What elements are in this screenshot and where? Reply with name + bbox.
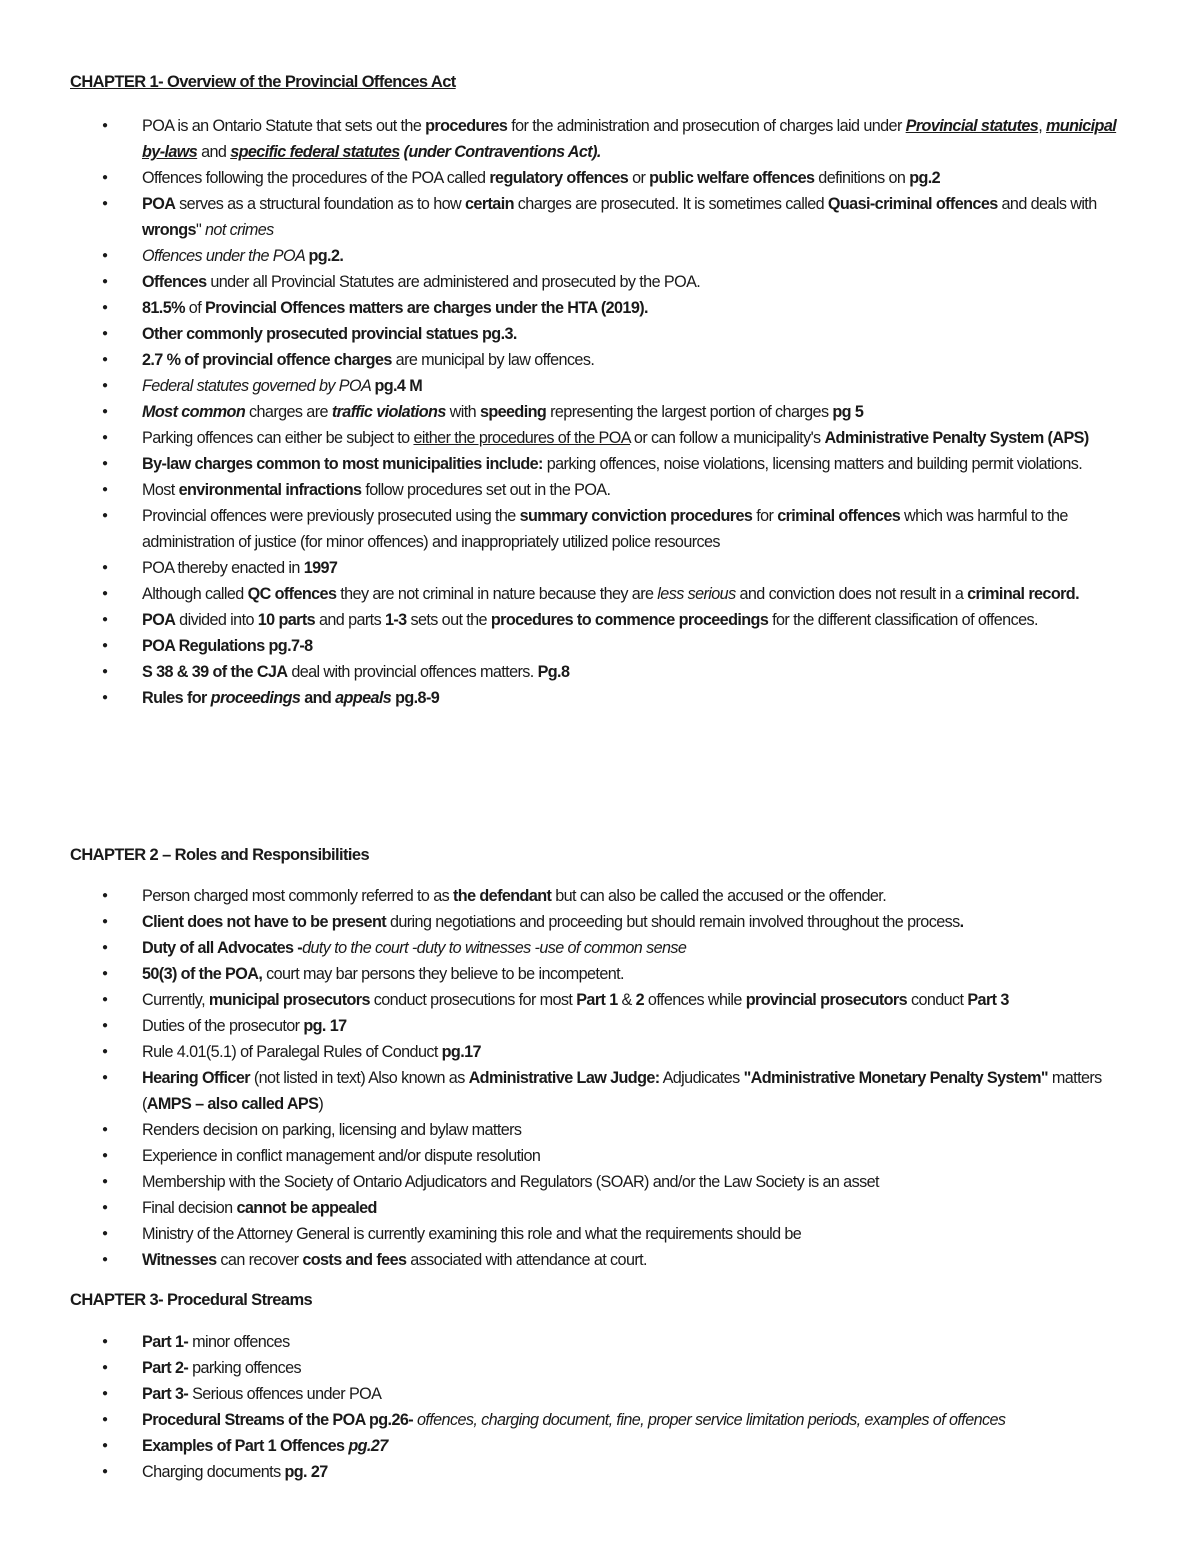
text-run: municipal by-laws (142, 117, 1117, 161)
text-run: serves as a structural foundation as to how (175, 195, 466, 213)
text-run: either the procedures of the POA (413, 429, 631, 447)
list-item (0, 1433, 1132, 1459)
list-item (0, 1117, 1132, 1143)
list-item (0, 399, 1132, 425)
text-run: (not listed in text) Also known as (249, 1069, 469, 1087)
text-run: costs and fees (302, 1251, 407, 1269)
text-run: POA (142, 195, 176, 213)
list-item (0, 987, 1132, 1013)
text-run: Most (142, 481, 179, 499)
text-run: pg 5 (832, 403, 864, 421)
text-run: the defendant (453, 887, 552, 905)
text-run: Part 1 (576, 991, 618, 1009)
text-run: AMPS – also called APS (146, 1095, 319, 1113)
chapter-1-list (0, 113, 1132, 711)
text-run: Administrative Penalty System (APS) (824, 429, 1089, 447)
text-run: Hearing Officer (142, 1069, 250, 1087)
text-run: pg. 17 (303, 1017, 347, 1035)
text-run: certain (465, 195, 514, 213)
list-item (0, 321, 1132, 347)
text-run: Duty of all Advocates - (142, 939, 303, 957)
text-run: Provincial statutes (905, 117, 1039, 135)
text-run: offences, charging document, fine, proper service limitation periods, examples of offences (413, 1411, 1006, 1429)
text-run: are municipal by law offences. (391, 351, 595, 369)
text-run: POA thereby enacted in (142, 559, 304, 577)
text-run: 1-3 (384, 611, 407, 629)
text-run: 10 parts (257, 611, 316, 629)
text-run: deal with provincial offences matters. (287, 663, 538, 681)
text-run: pg.2 (909, 169, 941, 187)
text-run: POA is an Ontario Statute that sets out the (142, 117, 426, 135)
text-run: wrongs (142, 221, 196, 239)
text-run: " (195, 221, 206, 239)
list-item (0, 1221, 1132, 1247)
list-item (0, 1381, 1132, 1407)
text-run: minor offences (188, 1333, 290, 1351)
text-run: and parts (315, 611, 385, 629)
text-run: Person charged most commonly referred to as (142, 887, 453, 905)
list-item (0, 1459, 1132, 1485)
text-run: Currently, (142, 991, 209, 1009)
text-run: Quasi-criminal offences (827, 195, 998, 213)
text-run: duty to the court -duty to witnesses -use of common sense (302, 939, 687, 957)
text-run: Federal statutes governed by POA (142, 377, 375, 395)
text-run: Offences under the POA (142, 247, 309, 265)
chapter-3-heading: CHAPTER 3- Procedural Streams (70, 1291, 313, 1309)
text-run: Provincial Offences matters are charges under the HTA (2019). (205, 299, 648, 317)
text-run: & (617, 991, 636, 1009)
list-item (0, 961, 1132, 987)
text-run: for (752, 507, 778, 525)
list-item (0, 347, 1132, 373)
text-run: Ministry of the Attorney General is currently examining this role and what the requirements should be (142, 1225, 802, 1243)
text-run: pg. 27 (284, 1463, 328, 1481)
text-run: Experience in conflict management and/or dispute resolution (142, 1147, 541, 1165)
text-run: not crimes (205, 221, 274, 239)
text-run: with (445, 403, 480, 421)
list-item (0, 1355, 1132, 1381)
text-run: conduct (907, 991, 968, 1009)
text-run: but can also be called the accused or the offender. (551, 887, 887, 905)
list-item (0, 1407, 1132, 1433)
text-run: Parking offences can either be subject to (142, 429, 414, 447)
text-run: 50(3) of the POA, (142, 965, 263, 983)
text-run: Examples of Part 1 Offences (142, 1437, 349, 1455)
text-run: sets out the (406, 611, 491, 629)
text-run: cannot be appealed (236, 1199, 377, 1217)
list-item (0, 295, 1132, 321)
text-run: 1997 (303, 559, 338, 577)
text-run: and (300, 689, 336, 707)
text-run: provincial prosecutors (745, 991, 908, 1009)
list-item (0, 1143, 1132, 1169)
text-run: less serious (657, 585, 736, 603)
list-item (0, 1039, 1132, 1065)
text-run: Other commonly prosecuted provincial statues pg.3. (142, 325, 517, 343)
text-run: parking offences, noise violations, licensing matters and building permit violations. (542, 455, 1083, 473)
text-run: conduct prosecutions for most (369, 991, 577, 1009)
list-item (0, 1065, 1132, 1117)
list-item (0, 503, 1132, 555)
text-run: definitions on (814, 169, 910, 187)
text-run: Witnesses (142, 1251, 217, 1269)
list-item (0, 909, 1132, 935)
list-item (0, 659, 1132, 685)
text-run: appeals (335, 689, 392, 707)
text-run: Part 3- (142, 1385, 189, 1403)
text-run: procedures (425, 117, 508, 135)
text-run: Offences following the procedures of the POA called (142, 169, 490, 187)
text-run: pg.4 M (374, 377, 423, 395)
list-item (0, 555, 1132, 581)
text-run: for the administration and prosecution of charges laid under (507, 117, 906, 135)
text-run: , (1038, 117, 1046, 135)
text-run: POA Regulations pg.7-8 (142, 637, 313, 655)
text-run: . (959, 913, 964, 931)
text-run: Serious offences under POA (188, 1385, 382, 1403)
text-run: pg.17 (441, 1043, 481, 1061)
text-run: Provincial offences were previously prosecuted using the (142, 507, 520, 525)
text-run: Rules for (142, 689, 211, 707)
list-item (0, 935, 1132, 961)
text-run: Pg.8 (537, 663, 570, 681)
text-run: Client does not have to be present (142, 913, 387, 931)
text-run: matters ( (142, 1069, 1102, 1113)
text-run: offences while (644, 991, 746, 1009)
list-item (0, 191, 1132, 243)
text-run: public welfare offences (649, 169, 815, 187)
text-run: Part 2- (142, 1359, 189, 1377)
text-run: which was harmful to the administration of justice (for minor offences) and inappropriately utilized police resources (142, 507, 1068, 551)
text-run: 81.5% (142, 299, 185, 317)
list-item (0, 1195, 1132, 1221)
list-item (0, 269, 1132, 295)
text-run: QC offences (247, 585, 337, 603)
text-run: 2 (635, 991, 645, 1009)
text-run: divided into (175, 611, 258, 629)
text-run: Charging documents (142, 1463, 285, 1481)
text-run: pg.8-9 (391, 689, 440, 707)
text-run: Rule 4.01(5.1) of Paralegal Rules of Conduct (142, 1043, 442, 1061)
text-run: Adjudicates (659, 1069, 744, 1087)
text-run: under all Provincial Statutes are administered and prosecuted by the POA. (206, 273, 701, 291)
chapter-2-heading: CHAPTER 2 – Roles and Responsibilities (70, 846, 370, 864)
text-run: or can follow a municipality's (630, 429, 825, 447)
text-run: follow procedures set out in the POA. (361, 481, 611, 499)
text-run: ) (318, 1095, 324, 1113)
text-run: they are not criminal in nature because they are (336, 585, 658, 603)
text-run: criminal offences (777, 507, 901, 525)
list-item (0, 165, 1132, 191)
list-item (0, 633, 1132, 659)
text-run: and conviction does not result in a (735, 585, 968, 603)
text-run: pg.27 (348, 1437, 388, 1455)
text-run: of (184, 299, 206, 317)
text-run: parking offences (188, 1359, 301, 1377)
text-run: traffic violations (331, 403, 446, 421)
text-run: during negotiations and proceeding but should remain involved throughout the process (386, 913, 960, 931)
text-run: speeding (479, 403, 547, 421)
text-run: representing the largest portion of charges (546, 403, 833, 421)
list-item (0, 685, 1132, 711)
text-run: Final decision (142, 1199, 237, 1217)
list-item (0, 883, 1132, 909)
text-run: criminal record. (967, 585, 1079, 603)
text-run: pg.2. (308, 247, 344, 265)
chapter-3-list (0, 1329, 1132, 1485)
text-run: charges are (245, 403, 332, 421)
list-item (0, 451, 1132, 477)
text-run: municipal prosecutors (208, 991, 370, 1009)
text-run: procedures to commence proceedings (490, 611, 769, 629)
text-run: specific federal statutes (230, 143, 400, 161)
text-run: Procedural Streams of the POA pg.26- (142, 1411, 414, 1429)
text-run: proceedings (210, 689, 301, 707)
text-run: Administrative Law Judge: (468, 1069, 660, 1087)
text-run: for the different classification of offences. (768, 611, 1038, 629)
list-item (0, 1247, 1132, 1273)
text-run: S 38 & 39 of the CJA (142, 663, 288, 681)
text-run: regulatory offences (489, 169, 629, 187)
list-item (0, 581, 1132, 607)
chapter-2-list (0, 883, 1132, 1273)
list-item (0, 1329, 1132, 1355)
text-run: environmental infractions (178, 481, 362, 499)
list-item (0, 373, 1132, 399)
text-run: can recover (216, 1251, 303, 1269)
text-run: associated with attendance at court. (406, 1251, 647, 1269)
text-run: Duties of the prosecutor (142, 1017, 304, 1035)
text-run: charges are prosecuted. It is sometimes called (513, 195, 828, 213)
text-run: or (628, 169, 650, 187)
text-run: "Administrative Monetary Penalty System" (743, 1069, 1048, 1087)
text-run: Part 1- (142, 1333, 189, 1351)
list-item (0, 113, 1132, 165)
text-run: 2.7 % of provincial offence charges (142, 351, 392, 369)
text-run: Membership with the Society of Ontario Adjudicators and Regulators (SOAR) and/or the Law Society is an asset (142, 1173, 879, 1191)
text-run: Although called (142, 585, 248, 603)
text-run: Renders decision on parking, licensing and bylaw matters (142, 1121, 522, 1139)
chapter-1-heading: CHAPTER 1- Overview of the Provincial Offences Act (70, 73, 456, 91)
list-item (0, 425, 1132, 451)
text-run: Part 3 (967, 991, 1009, 1009)
text-run: summary conviction procedures (519, 507, 753, 525)
list-item (0, 607, 1132, 633)
list-item (0, 243, 1132, 269)
text-run: and deals with (997, 195, 1097, 213)
text-run: Offences (142, 273, 207, 291)
list-item (0, 1169, 1132, 1195)
text-run: POA (142, 611, 176, 629)
text-run: By-law charges common to most municipalities include: (142, 455, 543, 473)
text-run: and (197, 143, 231, 161)
text-run: (under Contraventions Act). (399, 143, 601, 161)
text-run: Most common (142, 403, 246, 421)
list-item (0, 477, 1132, 503)
text-run: court may bar persons they believe to be incompetent. (262, 965, 624, 983)
list-item (0, 1013, 1132, 1039)
